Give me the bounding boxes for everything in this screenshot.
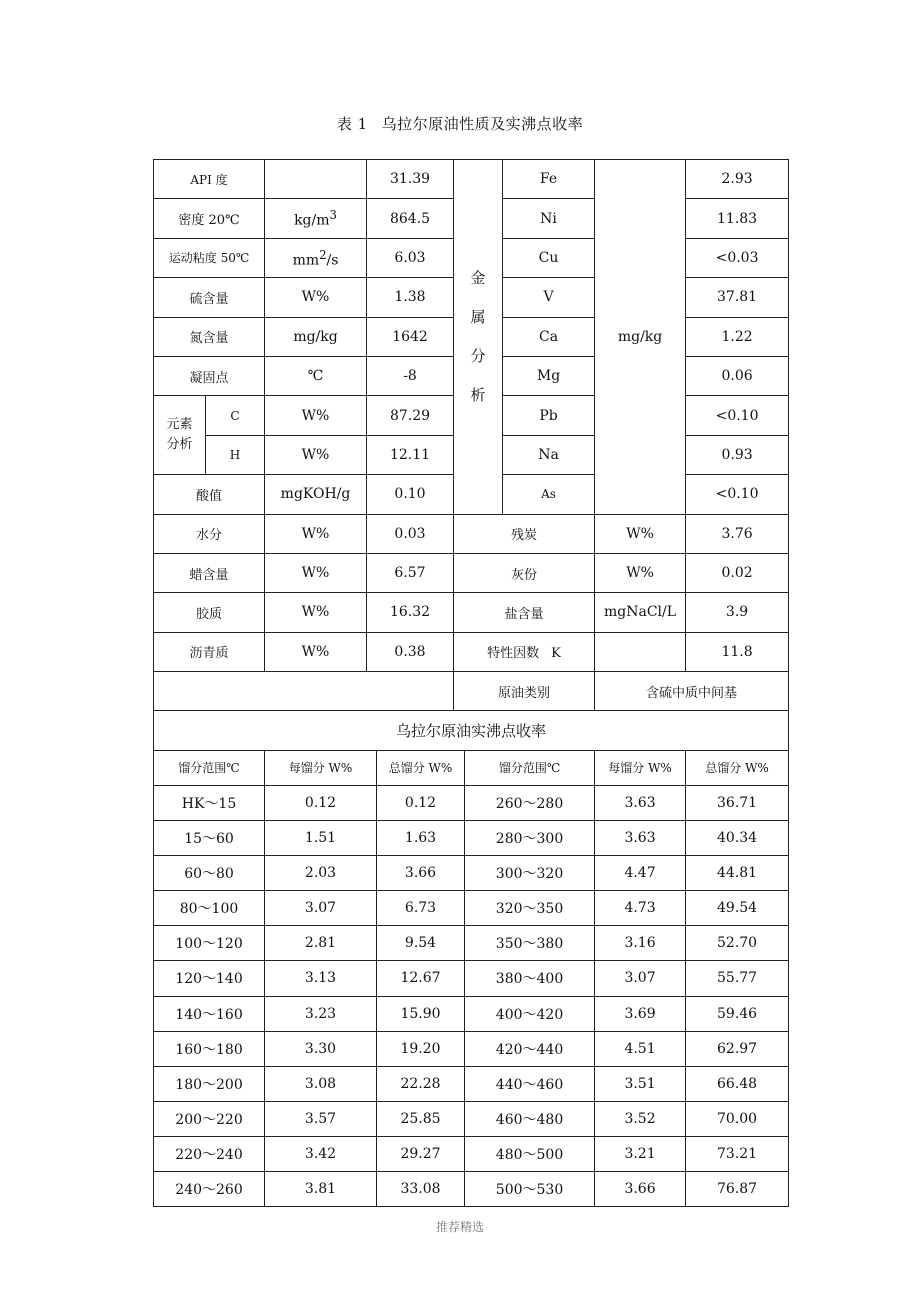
table-row bbox=[154, 961, 789, 996]
prop-name: 水分 bbox=[154, 514, 265, 553]
crude-type-label: 原油类别 bbox=[454, 672, 595, 711]
tbp-cell: 460～480 bbox=[465, 1101, 595, 1136]
tbp-cell: 66.48 bbox=[686, 1066, 789, 1101]
tbp-cell: 73.21 bbox=[686, 1136, 789, 1171]
table-row bbox=[154, 672, 789, 711]
tbp-cell: 240～260 bbox=[154, 1171, 265, 1206]
table-row bbox=[154, 160, 789, 199]
tbp-cell: 300～320 bbox=[465, 856, 595, 891]
tbp-cell: 180～200 bbox=[154, 1066, 265, 1101]
metal-value: 11.83 bbox=[686, 199, 789, 238]
tbp-cell: 4.73 bbox=[595, 891, 686, 926]
metal-value: <0.10 bbox=[686, 396, 789, 435]
tbp-cell: 4.51 bbox=[595, 1031, 686, 1066]
tbp-cell: 100～120 bbox=[154, 926, 265, 961]
other-name: 盐含量 bbox=[454, 593, 595, 632]
metal-value: <0.03 bbox=[686, 238, 789, 277]
tbp-cell: 3.30 bbox=[265, 1031, 377, 1066]
prop-unit: W% bbox=[265, 553, 367, 592]
table-row bbox=[154, 711, 789, 750]
metal-element: Fe bbox=[503, 160, 595, 199]
other-name: 特性因数 K bbox=[454, 632, 595, 671]
table-row bbox=[154, 632, 789, 671]
prop-name: API 度 bbox=[154, 160, 265, 199]
table-caption bbox=[0, 112, 920, 136]
metal-value: 0.93 bbox=[686, 435, 789, 474]
metal-element: Cu bbox=[503, 238, 595, 277]
tbp-cell: 62.97 bbox=[686, 1031, 789, 1066]
tbp-cell: 440～460 bbox=[465, 1066, 595, 1101]
table-row bbox=[154, 593, 789, 632]
tbp-cell: 59.46 bbox=[686, 996, 789, 1031]
metal-element: Pb bbox=[503, 396, 595, 435]
tbp-cell: 3.63 bbox=[595, 785, 686, 820]
tbp-cell: 29.27 bbox=[377, 1136, 465, 1171]
other-unit: W% bbox=[595, 553, 686, 592]
tbp-cell: 420～440 bbox=[465, 1031, 595, 1066]
prop-unit: W% bbox=[265, 435, 367, 474]
prop-unit: W% bbox=[265, 632, 367, 671]
prop-name: 胶质 bbox=[154, 593, 265, 632]
prop-name: 硫含量 bbox=[154, 278, 265, 317]
other-value: 0.02 bbox=[686, 553, 789, 592]
other-value: 11.8 bbox=[686, 632, 789, 671]
prop-unit: W% bbox=[265, 514, 367, 553]
tbp-cell: 1.63 bbox=[377, 821, 465, 856]
table-row bbox=[154, 514, 789, 553]
other-value: 3.76 bbox=[686, 514, 789, 553]
prop-name: 运动粘度 50℃ bbox=[154, 238, 265, 277]
tbp-cell: 60～80 bbox=[154, 856, 265, 891]
prop-unit: mg/kg bbox=[265, 317, 367, 356]
table-row bbox=[154, 856, 789, 891]
prop-name: 酸值 bbox=[154, 475, 265, 514]
prop-value: 6.03 bbox=[367, 238, 454, 277]
column-header: 每馏分 W% bbox=[265, 750, 377, 785]
tbp-cell: 400～420 bbox=[465, 996, 595, 1031]
prop-name: 凝固点 bbox=[154, 356, 265, 395]
table-row bbox=[154, 1101, 789, 1136]
prop-value: 12.11 bbox=[367, 435, 454, 474]
column-header: 馏分范围℃ bbox=[154, 750, 265, 785]
column-header: 总馏分 W% bbox=[377, 750, 465, 785]
tbp-cell: 120～140 bbox=[154, 961, 265, 996]
prop-value: 0.38 bbox=[367, 632, 454, 671]
tbp-title: 乌拉尔原油实沸点收率 bbox=[154, 711, 789, 750]
prop-value: 31.39 bbox=[367, 160, 454, 199]
tbp-cell: 3.07 bbox=[595, 961, 686, 996]
metal-element: As bbox=[503, 475, 595, 514]
tbp-cell: 3.57 bbox=[265, 1101, 377, 1136]
tbp-cell: 3.66 bbox=[595, 1171, 686, 1206]
prop-name: 蜡含量 bbox=[154, 553, 265, 592]
other-name: 残炭 bbox=[454, 514, 595, 553]
tbp-cell: 19.20 bbox=[377, 1031, 465, 1066]
prop-unit bbox=[265, 160, 367, 199]
prop-unit: mgKOH/g bbox=[265, 475, 367, 514]
metal-value: 0.06 bbox=[686, 356, 789, 395]
tbp-cell: 15～60 bbox=[154, 821, 265, 856]
tbp-cell: 140～160 bbox=[154, 996, 265, 1031]
prop-name: 氮含量 bbox=[154, 317, 265, 356]
prop-unit: W% bbox=[265, 278, 367, 317]
prop-unit: W% bbox=[265, 396, 367, 435]
tbp-cell: 480～500 bbox=[465, 1136, 595, 1171]
tbp-cell: 22.28 bbox=[377, 1066, 465, 1101]
metal-element: Ni bbox=[503, 199, 595, 238]
tbp-cell: 15.90 bbox=[377, 996, 465, 1031]
prop-name: 沥青质 bbox=[154, 632, 265, 671]
tbp-cell: 33.08 bbox=[377, 1171, 465, 1206]
tbp-cell: 3.51 bbox=[595, 1066, 686, 1101]
other-name: 灰份 bbox=[454, 553, 595, 592]
tbp-cell: 3.16 bbox=[595, 926, 686, 961]
tbp-cell: 4.47 bbox=[595, 856, 686, 891]
prop-unit: $kg/m^3$ bbox=[265, 199, 367, 238]
prop-unit: ℃ bbox=[265, 356, 367, 395]
caption-label: 表 1 bbox=[336, 115, 368, 133]
prop-value: 1642 bbox=[367, 317, 454, 356]
prop-value: 16.32 bbox=[367, 593, 454, 632]
tbp-header-row bbox=[154, 750, 789, 785]
table-row bbox=[154, 553, 789, 592]
tbp-cell: 36.71 bbox=[686, 785, 789, 820]
table-row bbox=[154, 821, 789, 856]
metal-value: 37.81 bbox=[686, 278, 789, 317]
caption-title: 乌拉尔原油性质及实沸点收率 bbox=[381, 115, 584, 133]
tbp-cell: 0.12 bbox=[377, 785, 465, 820]
tbp-cell: 3.63 bbox=[595, 821, 686, 856]
prop-name: C bbox=[206, 396, 265, 435]
metal-element: Na bbox=[503, 435, 595, 474]
tbp-cell: 160～180 bbox=[154, 1031, 265, 1066]
table-row bbox=[154, 1171, 789, 1206]
table-row bbox=[154, 1136, 789, 1171]
tbp-cell: 49.54 bbox=[686, 891, 789, 926]
metal-element: Mg bbox=[503, 356, 595, 395]
prop-value: 87.29 bbox=[367, 396, 454, 435]
tbp-cell: 3.08 bbox=[265, 1066, 377, 1101]
tbp-cell: 3.69 bbox=[595, 996, 686, 1031]
tbp-cell: 3.13 bbox=[265, 961, 377, 996]
tbp-cell: 3.21 bbox=[595, 1136, 686, 1171]
prop-name: H bbox=[206, 435, 265, 474]
tbp-cell: 76.87 bbox=[686, 1171, 789, 1206]
tbp-cell: 3.07 bbox=[265, 891, 377, 926]
other-unit: mgNaCl/L bbox=[595, 593, 686, 632]
prop-value: 1.38 bbox=[367, 278, 454, 317]
prop-value: 6.57 bbox=[367, 553, 454, 592]
other-unit: W% bbox=[595, 514, 686, 553]
tbp-cell: 3.66 bbox=[377, 856, 465, 891]
prop-value: 0.03 bbox=[367, 514, 454, 553]
tbp-cell: 350～380 bbox=[465, 926, 595, 961]
prop-value: 0.10 bbox=[367, 475, 454, 514]
tbp-cell: 280～300 bbox=[465, 821, 595, 856]
prop-unit: W% bbox=[265, 593, 367, 632]
crude-oil-table bbox=[153, 159, 789, 1207]
tbp-cell: 0.12 bbox=[265, 785, 377, 820]
table-row bbox=[154, 891, 789, 926]
prop-value: 864.5 bbox=[367, 199, 454, 238]
tbp-cell: 70.00 bbox=[686, 1101, 789, 1136]
prop-name: 密度 20℃ bbox=[154, 199, 265, 238]
metal-value: 1.22 bbox=[686, 317, 789, 356]
tbp-cell: 40.34 bbox=[686, 821, 789, 856]
tbp-cell: 500～530 bbox=[465, 1171, 595, 1206]
tbp-cell: 260～280 bbox=[465, 785, 595, 820]
tbp-cell: 2.03 bbox=[265, 856, 377, 891]
tbp-cell: 200～220 bbox=[154, 1101, 265, 1136]
empty-cell bbox=[154, 672, 454, 711]
tbp-cell: 3.23 bbox=[265, 996, 377, 1031]
table-row bbox=[154, 926, 789, 961]
column-header: 总馏分 W% bbox=[686, 750, 789, 785]
prop-unit: $mm^2/s$ bbox=[265, 238, 367, 277]
column-header: 每馏分 W% bbox=[595, 750, 686, 785]
tbp-cell: 6.73 bbox=[377, 891, 465, 926]
tbp-cell: 25.85 bbox=[377, 1101, 465, 1136]
tbp-cell: 9.54 bbox=[377, 926, 465, 961]
tbp-cell: 220～240 bbox=[154, 1136, 265, 1171]
metal-element: V bbox=[503, 278, 595, 317]
tbp-cell: 52.70 bbox=[686, 926, 789, 961]
tbp-cell: 80～100 bbox=[154, 891, 265, 926]
metal-analysis-group: 金 属 分 析 bbox=[454, 160, 503, 515]
tbp-cell: 380～400 bbox=[465, 961, 595, 996]
crude-type-value: 含硫中质中间基 bbox=[595, 672, 789, 711]
metal-unit: mg/kg bbox=[595, 160, 686, 515]
tbp-cell: 55.77 bbox=[686, 961, 789, 996]
table-row bbox=[154, 1031, 789, 1066]
tbp-cell: 1.51 bbox=[265, 821, 377, 856]
tbp-cell: 12.67 bbox=[377, 961, 465, 996]
tbp-cell: 3.42 bbox=[265, 1136, 377, 1171]
tbp-cell: 44.81 bbox=[686, 856, 789, 891]
table-row bbox=[154, 1066, 789, 1101]
column-header: 馏分范围℃ bbox=[465, 750, 595, 785]
tbp-cell: 2.81 bbox=[265, 926, 377, 961]
metal-element: Ca bbox=[503, 317, 595, 356]
tbp-cell: 3.52 bbox=[595, 1101, 686, 1136]
table-row bbox=[154, 785, 789, 820]
prop-value: -8 bbox=[367, 356, 454, 395]
other-value: 3.9 bbox=[686, 593, 789, 632]
metal-value: 2.93 bbox=[686, 160, 789, 199]
other-unit bbox=[595, 632, 686, 671]
page-footer: 推荐精选 bbox=[435, 1220, 484, 1234]
tbp-cell: HK～15 bbox=[154, 785, 265, 820]
tbp-cell: 320～350 bbox=[465, 891, 595, 926]
element-analysis-group: 元素 分析 bbox=[154, 396, 206, 475]
metal-value: <0.10 bbox=[686, 475, 789, 514]
table-row bbox=[154, 996, 789, 1031]
tbp-cell: 3.81 bbox=[265, 1171, 377, 1206]
